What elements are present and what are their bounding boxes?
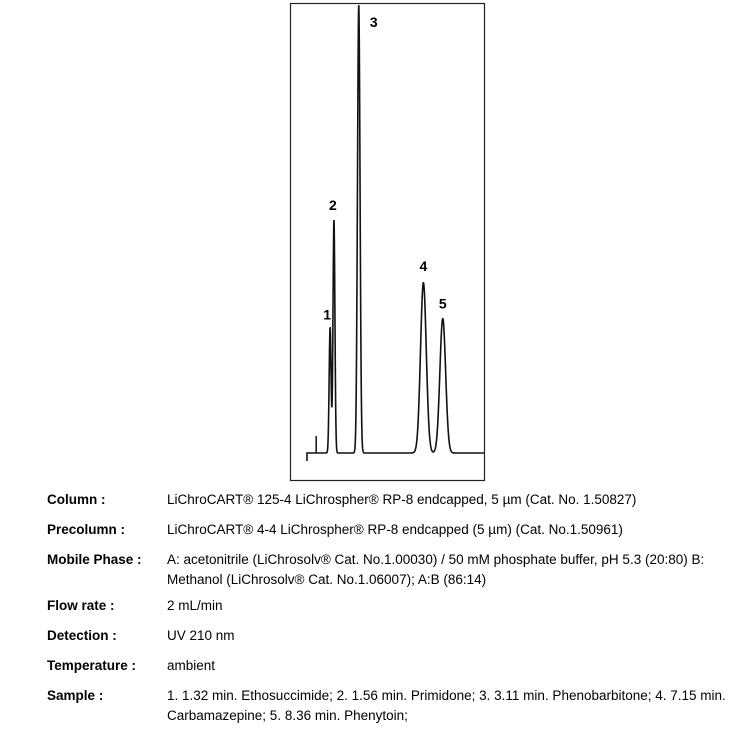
condition-value: UV 210 nm (167, 628, 235, 643)
condition-value: ambient (167, 658, 216, 673)
peak-label: 5 (438, 295, 447, 312)
condition-value: 1. 1.32 min. Ethosuccimide; 2. 1.56 min. Primidone; 3. 3.11 min. Phenobarbitone; 4. 7.15 min. Carbamazepine; 5. 8.36 min. Phenytoin; (167, 688, 726, 723)
condition-value: A: acetonitrile (LiChrosolv® Cat. No.1.00030) / 50 mM phosphate buffer, pH 5.3 (20:80) B: Methanol (LiChrosolv® Cat. No.1.06007); A:B (86:14) (167, 552, 705, 587)
chart-frame (291, 4, 485, 481)
peak-label: 3 (369, 14, 378, 30)
chromatogram-trace (307, 6, 484, 461)
condition-value: LiChroCART® 4-4 LiChrospher® RP-8 endcapped (5 µm) (Cat. No.1.50961) (167, 522, 623, 537)
peak-label: 1 (323, 306, 332, 323)
condition-label: Column : (47, 492, 106, 507)
condition-label: Precolumn : (47, 522, 126, 537)
condition-label: Sample : (47, 688, 104, 703)
condition-label: Temperature : (47, 658, 137, 673)
condition-value: LiChroCART® 125-4 LiChrospher® RP-8 endcapped, 5 µm (Cat. No. 1.50827) (167, 492, 637, 507)
peak-label: 4 (419, 257, 428, 274)
condition-value: 2 mL/min (167, 598, 223, 613)
peak-label: 2 (329, 197, 337, 214)
condition-label: Detection : (47, 628, 117, 643)
condition-label: Flow rate : (47, 598, 115, 613)
condition-label: Mobile Phase : (47, 552, 142, 567)
